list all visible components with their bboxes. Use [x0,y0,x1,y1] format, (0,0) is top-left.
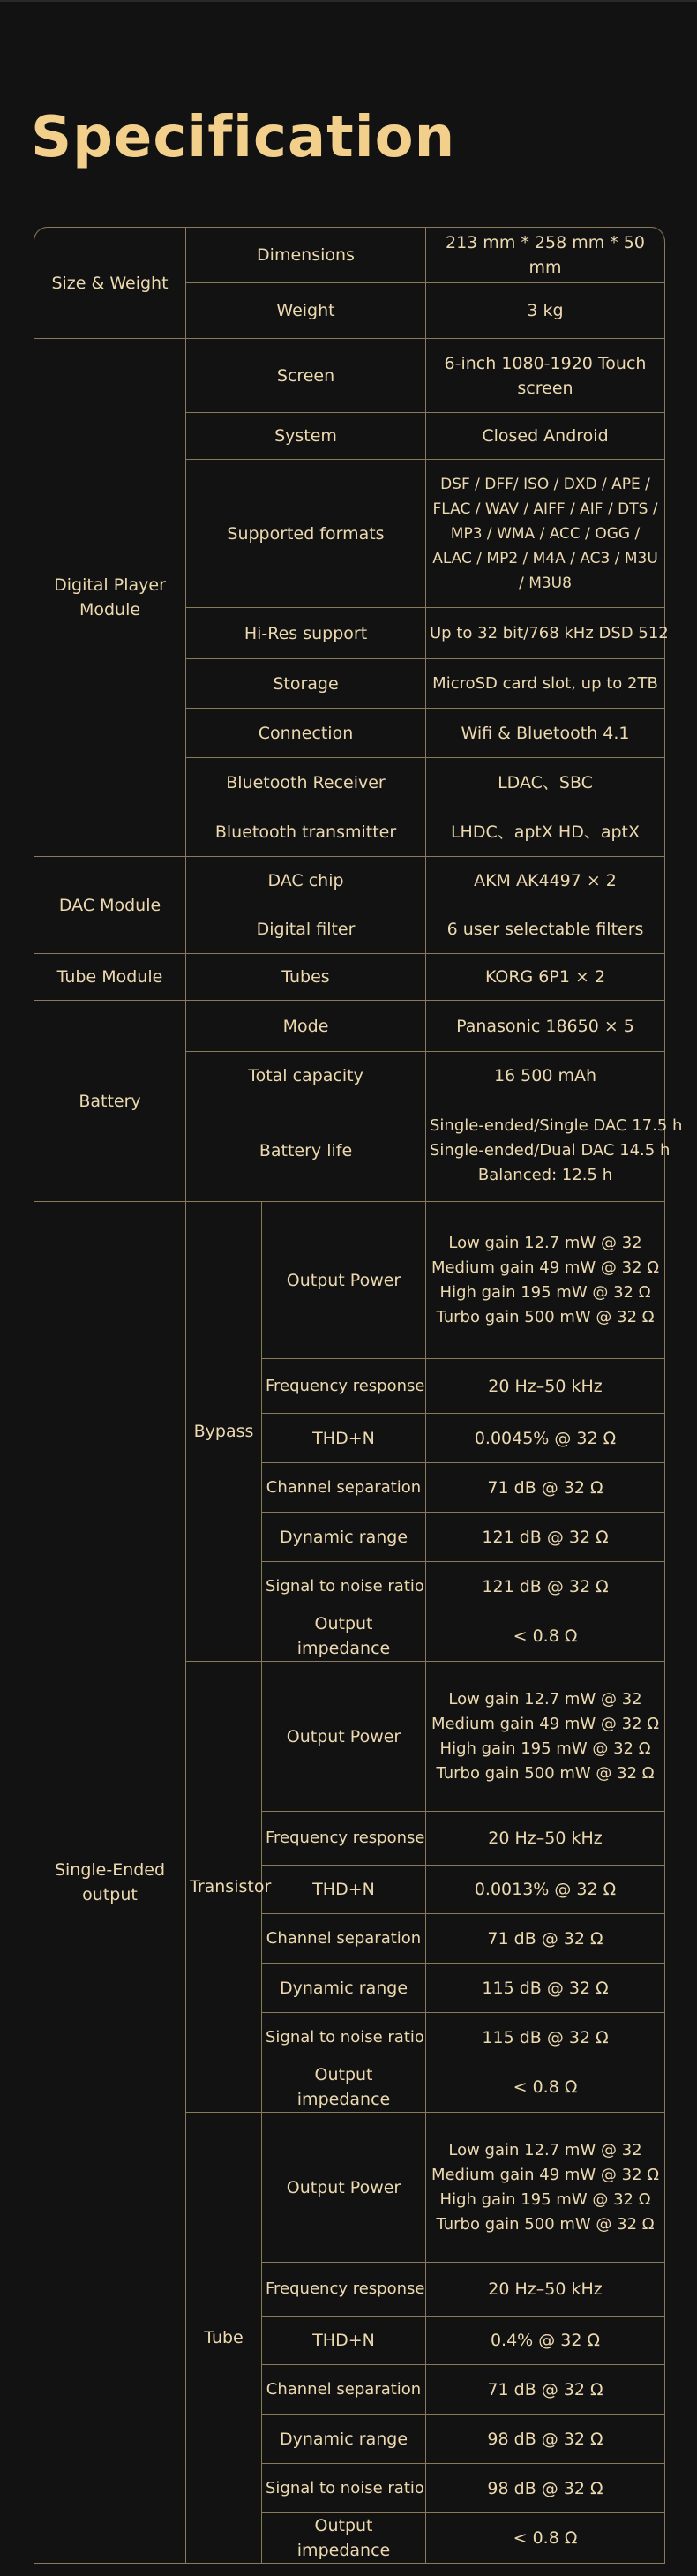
table-row [34,857,665,905]
spec-value-storage: MicroSD card slot, up to 2TB [426,659,665,709]
transistor-output-impedance: < 0.8 Ω [426,2062,665,2113]
spec-label-output-impedance: Output impedance [262,2513,426,2564]
power-line: Turbo gain 500 mW @ 32 Ω [436,1763,655,1783]
spec-value-mode: Panasonic 18650 × 5 [426,1001,665,1052]
spec-value-hires: Up to 32 bit/768 kHz DSD 512 [426,608,665,659]
group-single-ended: Single-Ended output [34,1202,186,2564]
spec-value-battery-life [426,1100,683,1202]
spec-label-tubes: Tubes [186,954,426,1001]
bypass-output-impedance: < 0.8 Ω [426,1611,665,1662]
spec-label-thd-n: THD+N [262,1866,426,1914]
mode-transistor: Transistor [186,1662,262,2113]
tube-frequency-response: 20 Hz–50 kHz [426,2263,665,2317]
spec-label-bt-receiver: Bluetooth Receiver [186,758,426,807]
spec-value-bt-transmitter: LHDC、aptX HD、aptX [426,807,665,857]
spec-label-thd-n: THD+N [262,2317,426,2365]
group-battery: Battery [34,1001,186,1202]
table-row [34,1001,665,1052]
spec-label-snr: Signal to noise ratio [262,2464,426,2513]
spec-value-weight: 3 kg [426,283,665,339]
spec-label-hires: Hi-Res support [186,608,426,659]
spec-value-total-capacity: 16 500 mAh [426,1052,665,1100]
tube-dynamic-range: 98 dB @ 32 Ω [426,2415,665,2464]
spec-label-channel-separation: Channel separation [262,1914,426,1964]
power-line: Medium gain 49 mW @ 32 Ω [431,1258,660,1277]
bypass-channel-separation: 71 dB @ 32 Ω [426,1463,665,1513]
spec-value-dac-chip: AKM AK4497 × 2 [426,857,665,905]
spec-label-dimensions: Dimensions [186,228,426,283]
bypass-thd-n: 0.0045% @ 32 Ω [426,1414,665,1463]
power-line: Medium gain 49 mW @ 32 Ω [431,2165,660,2184]
top-divider [0,0,697,2]
spec-label-snr: Signal to noise ratio [262,2013,426,2062]
spec-label-mode: Mode [186,1001,426,1052]
spec-value-system: Closed Android [426,413,665,460]
table-row [34,1202,665,1359]
group-digital-player: Digital Player Module [34,339,186,857]
spec-label-output-power: Output Power [262,1202,426,1359]
spec-label-digital-filter: Digital filter [186,905,426,954]
power-line: Low gain 12.7 mW @ 32 [448,1689,642,1709]
spec-value-screen: 6-inch 1080-1920 Touch screen [426,339,665,413]
group-size-weight: Size & Weight [34,228,186,339]
spec-label-system: System [186,413,426,460]
spec-label-total-capacity: Total capacity [186,1052,426,1100]
spec-label-frequency-response: Frequency response [262,2263,426,2317]
spec-value-bt-receiver: LDAC、SBC [426,758,665,807]
spec-label-screen: Screen [186,339,426,413]
transistor-output-power [426,1662,665,1812]
spec-label-bt-transmitter: Bluetooth transmitter [186,807,426,857]
bypass-frequency-response: 20 Hz–50 kHz [426,1359,665,1414]
power-line: High gain 195 mW @ 32 Ω [439,1739,651,1758]
tube-output-power [426,2113,665,2263]
spec-label-snr: Signal to noise ratio [262,1562,426,1611]
spec-label-weight: Weight [186,283,426,339]
power-line: Medium gain 49 mW @ 32 Ω [431,1714,660,1733]
spec-label-thd-n: THD+N [262,1414,426,1463]
spec-value-digital-filter: 6 user selectable filters [426,905,665,954]
battery-life-line: Balanced: 12.5 h [477,1166,613,1184]
power-line: Turbo gain 500 mW @ 32 Ω [436,1307,655,1326]
transistor-snr: 115 dB @ 32 Ω [426,2013,665,2062]
spec-label-output-power: Output Power [262,2113,426,2263]
spec-label-output-impedance: Output impedance [262,1611,426,1662]
spec-label-frequency-response: Frequency response [262,1359,426,1414]
transistor-dynamic-range: 115 dB @ 32 Ω [426,1964,665,2013]
spec-label-battery-life: Battery life [186,1100,426,1202]
spec-value-tubes: KORG 6P1 × 2 [426,954,665,1001]
spec-value-dimensions: 213 mm * 258 mm * 50 mm [426,228,665,283]
spec-label-storage: Storage [186,659,426,709]
power-line: High gain 195 mW @ 32 Ω [439,1282,651,1302]
power-line: Low gain 12.7 mW @ 32 [448,1233,642,1252]
spec-label-connection: Connection [186,709,426,758]
transistor-frequency-response: 20 Hz–50 kHz [426,1812,665,1866]
power-line: Turbo gain 500 mW @ 32 Ω [436,2214,655,2234]
spec-label-output-power: Output Power [262,1662,426,1812]
table-row [34,228,665,283]
bypass-dynamic-range: 121 dB @ 32 Ω [426,1513,665,1562]
bypass-snr: 121 dB @ 32 Ω [426,1562,665,1611]
battery-life-line: Single-ended/Single DAC 17.5 h [430,1116,683,1135]
group-dac-module: DAC Module [34,857,186,954]
spec-label-channel-separation: Channel separation [262,2365,426,2415]
transistor-thd-n: 0.0013% @ 32 Ω [426,1866,665,1914]
transistor-channel-separation: 71 dB @ 32 Ω [426,1914,665,1964]
spec-label-formats: Supported formats [186,460,426,608]
tube-snr: 98 dB @ 32 Ω [426,2464,665,2513]
spec-label-output-impedance: Output impedance [262,2062,426,2113]
power-line: Low gain 12.7 mW @ 32 [448,2140,642,2159]
tube-thd-n: 0.4% @ 32 Ω [426,2317,665,2365]
mode-bypass: Bypass [186,1202,262,1662]
power-line: High gain 195 mW @ 32 Ω [439,2189,651,2209]
table-row [34,339,665,413]
battery-life-line: Single-ended/Dual DAC 14.5 h [430,1141,671,1160]
group-tube-module: Tube Module [34,954,186,1001]
table-row [34,954,665,1001]
mode-tube: Tube [186,2113,262,2564]
spec-value-formats: DSF / DFF/ ISO / DXD / APE / FLAC / WAV / AIFF / AIF / DTS / MP3 / WMA / ACC / OGG / ALAC / MP2 / M4A / AC3 / M3U / M3U8 [426,460,665,608]
spec-label-dac-chip: DAC chip [186,857,426,905]
spec-label-channel-separation: Channel separation [262,1463,426,1513]
tube-output-impedance: < 0.8 Ω [426,2513,665,2564]
spec-label-dynamic-range: Dynamic range [262,1513,426,1562]
tube-channel-separation: 71 dB @ 32 Ω [426,2365,665,2415]
bypass-output-power [426,1202,665,1359]
spec-label-dynamic-range: Dynamic range [262,2415,426,2464]
spec-table [34,227,683,2564]
spec-label-frequency-response: Frequency response [262,1812,426,1866]
page-title: Specification [31,105,456,170]
spec-value-connection: Wifi & Bluetooth 4.1 [426,709,665,758]
spec-label-dynamic-range: Dynamic range [262,1964,426,2013]
